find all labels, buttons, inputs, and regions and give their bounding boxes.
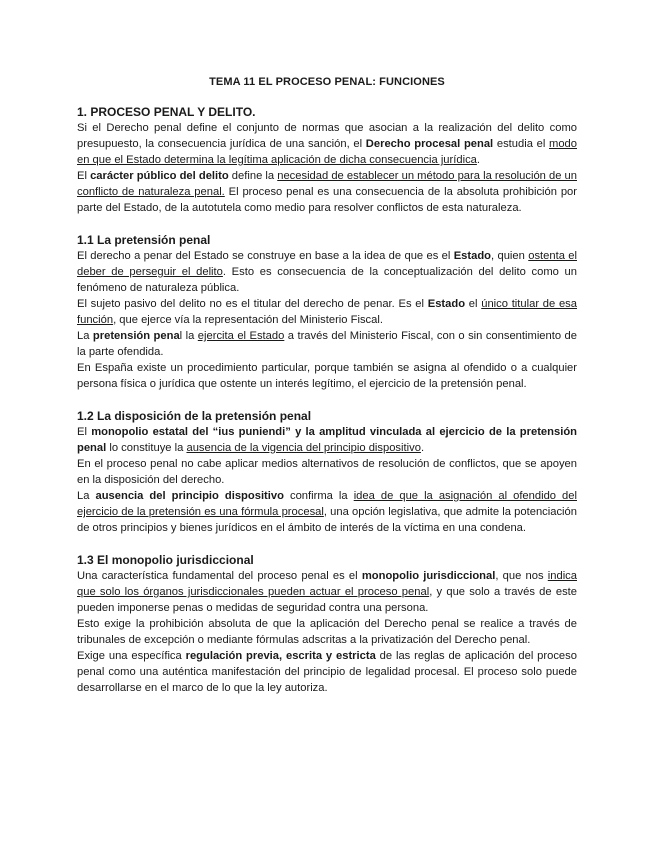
paragraph: En España existe un procedimiento particular, porque también se asigna al ofendido o a cualquier persona física o jurídica que ostente un interés legítimo, el ejercicio de la pretensión penal. [77,362,577,390]
paragraph: El sujeto pasivo del delito no es el titular del derecho de penar. Es el Estado el único titular de esa función, que ejerce vía la representación del Ministerio Fiscal. [77,298,577,326]
section-heading: 1.2 La disposición de la pretensión penal [77,409,312,423]
section-heading: 1. PROCESO PENAL Y DELITO. [77,105,256,119]
paragraph: Esto exige la prohibición absoluta de que la aplicación del Derecho penal se realice a través de tribunales de excepción o mediante fórmulas adscritas a la privatización del Derecho penal. [77,618,577,646]
paragraph: Una característica fundamental del proceso penal es el monopolio jurisdiccional, que nos indica que solo los órganos jurisdiccionales pueden actuar el proceso penal, y que solo a través de este pueden imponerse penas o medidas de seguridad contra una persona. [77,570,577,614]
paragraph: El monopolio estatal del “ius puniendi” y la amplitud vinculada al ejercicio de la pretensión penal lo constituye la ausencia de la vigencia del principio dispositivo. [77,426,577,454]
document-page [77,76,577,696]
paragraph: En el proceso penal no cabe aplicar medios alternativos de resolución de conflictos, que se apoyen en la disposición del derecho. [77,458,577,486]
paragraph: Si el Derecho penal define el conjunto de normas que asocian a la realización del delito como presupuesto, la consecuencia jurídica de una sanción, el Derecho procesal penal estudia el modo en que el Estado determina la legítima aplicación de dicha consecuencia jurídica. [77,122,577,166]
paragraph: El derecho a penar del Estado se construye en base a la idea de que es el Estado, quien ostenta el deber de perseguir el delito. Esto es consecuencia de la conceptualización del delito como un fenómeno de naturaleza pública. [77,250,577,294]
paragraph: La pretensión penal la ejercita el Estado a través del Ministerio Fiscal, con o sin consentimiento de la parte ofendida. [77,330,577,358]
section-heading: 1.3 El monopolio jurisdiccional [77,553,254,567]
page-title: TEMA 11 EL PROCESO PENAL: FUNCIONES [209,76,445,88]
section-heading: 1.1 La pretensión penal [77,233,211,247]
paragraph: La ausencia del principio dispositivo confirma la idea de que la asignación al ofendido del ejercicio de la pretensión es una fórmula procesal, una opción legislativa, que admite la potenciación de otros principios y bienes jurídicos en el ámbito de interés de la víctima en una condena. [77,490,577,534]
paragraph: Exige una específica regulación previa, escrita y estricta de las reglas de aplicación del proceso penal como una auténtica manifestación del principio de legalidad procesal. El proceso solo puede desarrollarse en el marco de lo que la ley autoriza. [77,650,577,694]
paragraph: El carácter público del delito define la necesidad de establecer un método para la resolución de un conflicto de naturaleza penal. El proceso penal es una consecuencia de la absoluta prohibición por parte del Estado, de la autotutela como medio para resolver conflictos de esta naturaleza. [77,170,577,214]
